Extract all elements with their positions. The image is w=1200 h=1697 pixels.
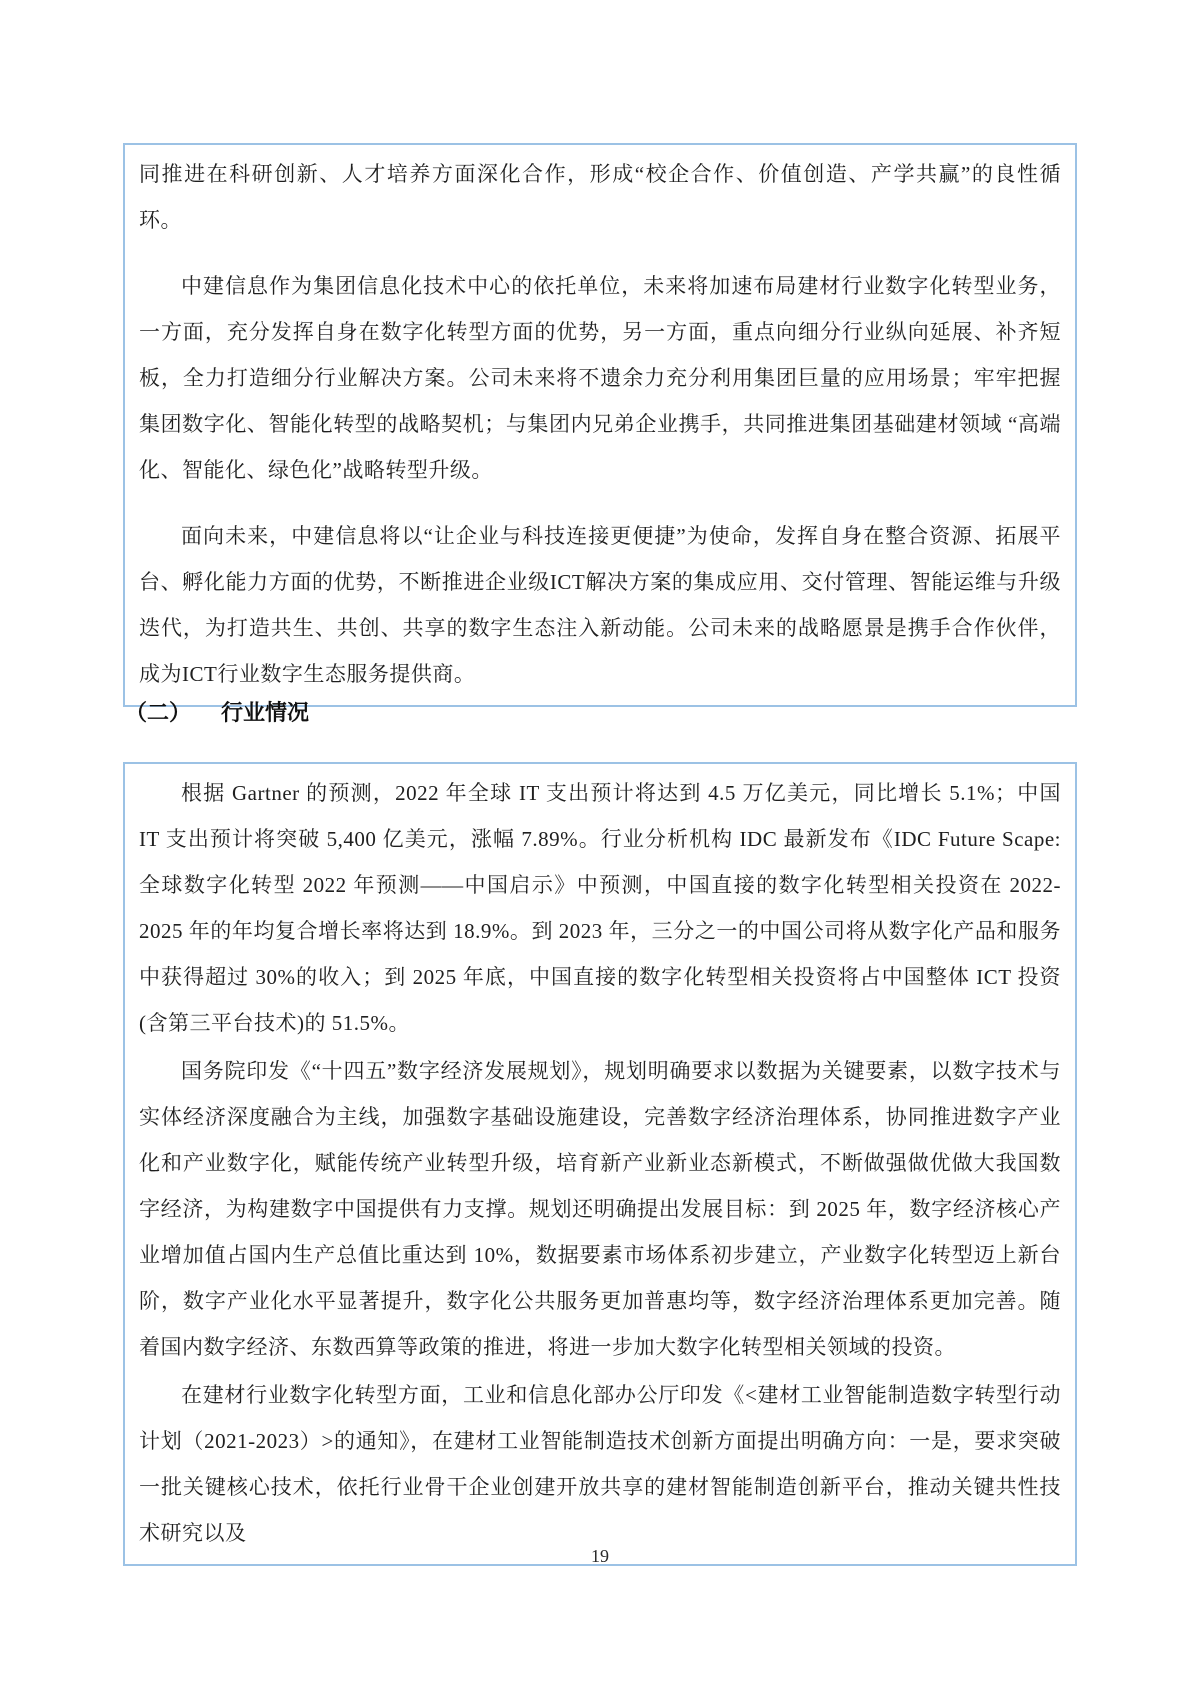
paragraph-it-spending-forecast: 根据 Gartner 的预测，2022 年全球 IT 支出预计将达到 4.5 万亿美元，同比增长 5.1%；中国 IT 支出预计将突破 5,400 亿美元，涨幅 7.89%。行业分析机构 IDC 最新发布《IDC Future Scape: 全球数字化转型 2022 年预测——中国启示》中预测，中国直接的数字化转型相关投资在 2022-2025 年的年均复合增长率将达到 18.9%。到 2023 年，三分之一的中国公司将从数字化产品和服务中获得超过 30%的收入；到 2025 年底，中国直接的数字化转型相关投资将占中国整体 ICT 投资(含第三平台技术)的 51.5%。 [139,781,1061,1035]
page-number: 19 [591,1546,609,1566]
strategy-text-box [123,143,1077,707]
paragraph-building-materials-plan: 在建材行业数字化转型方面，工业和信息化部办公厅印发《<建材工业智能制造数字转型行动计划（2021-2023）>的通知》，在建材工业智能制造技术创新方面提出明确方向：一是，要求突破一批关键核心技术，依托行业骨干企业创建开放共享的建材智能制造创新平台，推动关键共性技术研究以及 [139,1383,1061,1545]
paragraph-continuation: 同推进在科研创新、人才培养方面深化合作，形成“校企合作、价值创造、产学共赢”的良性循环。 [139,162,1061,232]
paragraph-company-vision: 面向未来，中建信息将以“让企业与科技连接更便捷”为使命，发挥自身在整合资源、拓展平台、孵化能力方面的优势，不断推进企业级ICT解决方案的集成应用、交付管理、智能运维与升级迭代，为打造共生、共创、共享的数字生态注入新动能。公司未来的战略愿景是携手合作伙伴，成为ICT行业数字生态服务提供商。 [139,524,1061,686]
section-heading-title: 行业情况 [221,700,310,725]
section-heading [125,696,309,727]
industry-text-box [123,762,1077,1566]
paragraph-company-outlook: 中建信息作为集团信息化技术中心的依托单位，未来将加速布局建材行业数字化转型业务，一方面，充分发挥自身在数字化转型方面的优势，另一方面，重点向细分行业纵向延展、补齐短板，全力打造细分行业解决方案。公司未来将不遗余力充分利用集团巨量的应用场景；牢牢把握集团数字化、智能化转型的战略契机；与集团内兄弟企业携手，共同推进集团基础建材领域 “高端化、智能化、绿色化”战略转型升级。 [139,274,1061,482]
section-heading-index: （二） [125,700,192,725]
paragraph-digital-economy-plan: 国务院印发《“十四五”数字经济发展规划》，规划明确要求以数据为关键要素，以数字技术与实体经济深度融合为主线，加强数字基础设施建设，完善数字经济治理体系，协同推进数字产业化和产业数字化，赋能传统产业转型升级，培育新产业新业态新模式，不断做强做优做大我国数字经济，为构建数字中国提供有力支撑。规划还明确提出发展目标：到 2025 年，数字经济核心产业增加值占国内生产总值比重达到 10%，数据要素市场体系初步建立，产业数字化转型迈上新台阶，数字产业化水平显著提升，数字化公共服务更加普惠均等，数字经济治理体系更加完善。随着国内数字经济、东数西算等政策的推进，将进一步加大数字化转型相关领域的投资。 [139,1059,1061,1359]
